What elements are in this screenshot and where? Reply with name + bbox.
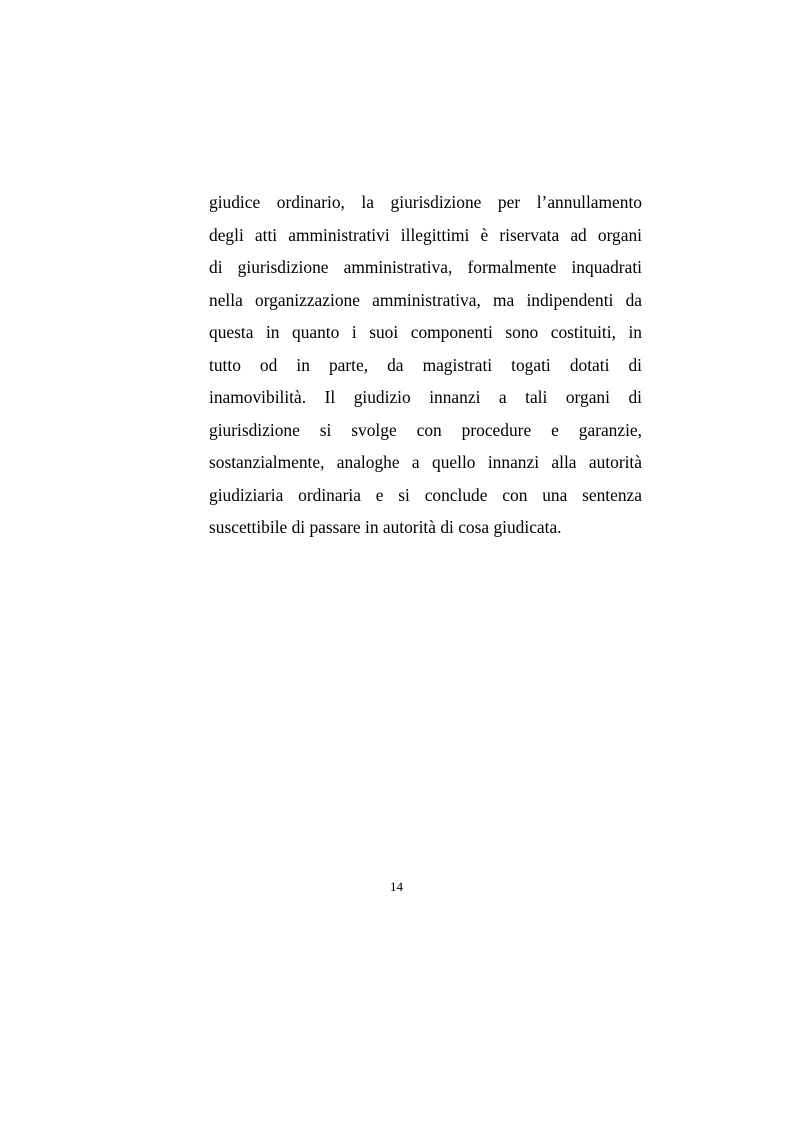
paragraph-line-last: suscettibile di passare in autorità di cosa giudicata. bbox=[209, 517, 562, 537]
paragraph-line: sostanzialmente, analoghe a quello innanzi alla autorità bbox=[209, 452, 642, 472]
paragraph-line: degli atti amministrativi illegittimi è riservata ad organi bbox=[209, 224, 642, 245]
paragraph-line: nella organizzazione amministrativa, ma indipendenti da bbox=[209, 289, 642, 310]
paragraph-line: di giurisdizione amministrativa, formalmente inquadrati bbox=[209, 257, 642, 277]
paragraph-line: giudice ordinario, la giurisdizione per l’annullamento bbox=[209, 192, 642, 212]
paragraph-line: giudiziaria ordinaria e si conclude con una sentenza bbox=[209, 484, 642, 505]
paragraph-line: questa in quanto i suoi componenti sono costituiti, in bbox=[209, 322, 642, 342]
body-paragraph bbox=[209, 186, 642, 544]
paragraph-line: giurisdizione si svolge con procedure e garanzie, bbox=[209, 419, 642, 440]
paragraph-line: tutto od in parte, da magistrati togati dotati di bbox=[209, 354, 642, 375]
page-number: 14 bbox=[390, 879, 403, 894]
paragraph-line: inamovibilità. Il giudizio innanzi a tali organi di bbox=[209, 387, 642, 407]
